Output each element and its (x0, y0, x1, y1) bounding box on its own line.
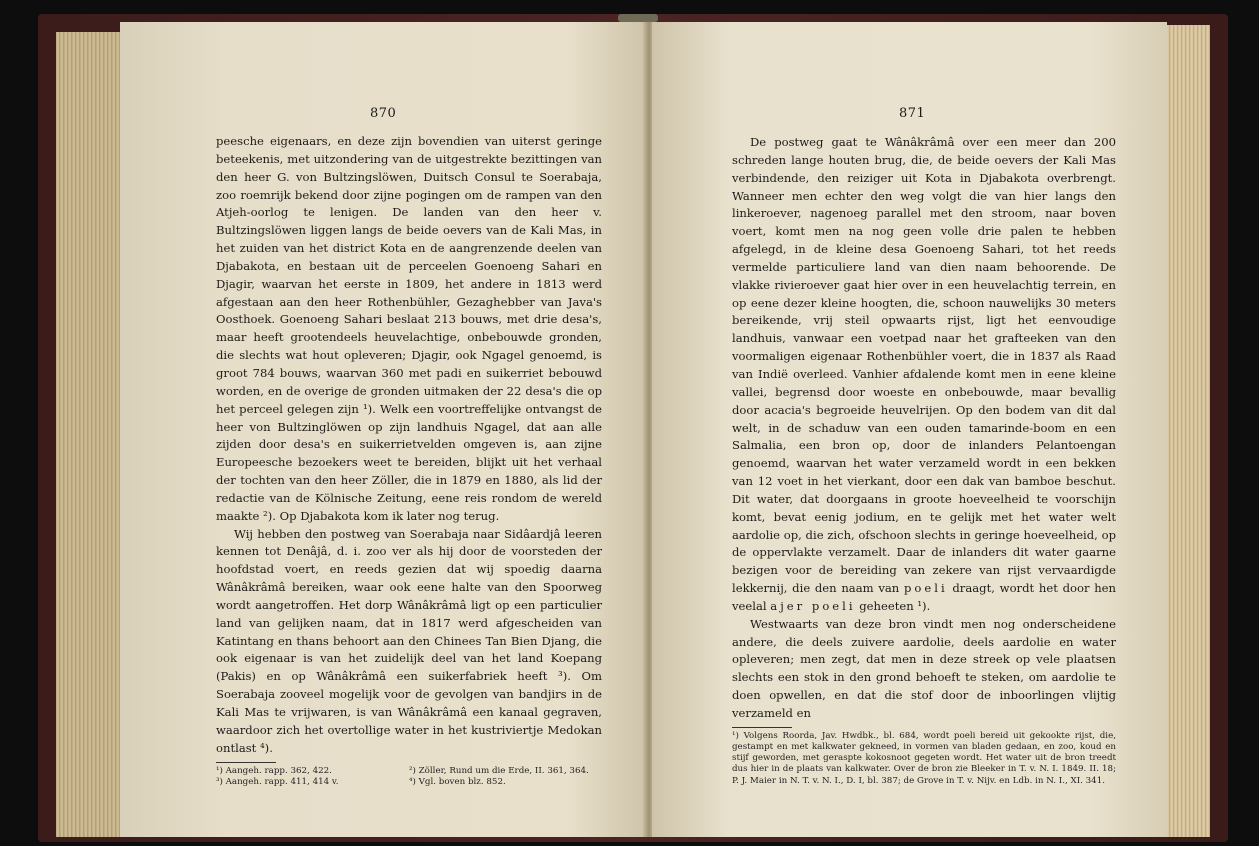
footnote-3: ³) Aangeh. rapp. 411, 414 v. (216, 777, 339, 788)
footnote-rule-left (216, 762, 276, 763)
right-paragraph-2: Westwaarts van deze bron vindt men nog onderscheidene andere, die deels zuivere aardolie, deels aardolie en water opleveren; men zegt, dat men in deze streek op vele plaatsen slechts een stok in den grond behoeft te steken, om aardolie te doen opwellen, en dat die stof door de inboorlingen vlijtig verzameld en (732, 616, 1116, 720)
left-paragraph-2: Wij hebben den postweg van Soerabaja naar Sidâardjâ leeren kennen tot Denâjâ, d. i. zoo ver als hij door de voorsteden der hoofdstad voert, en reeds gezien dat wij spoedig daarna Wânâkrâmâ bereiken, waar ook eene halte van den Spoorweg wordt aangetroffen. Het dorp Wânâkrâmâ ligt op een particulier land van gelijken naam, dat in 1817 werd afgescheiden van Katintang en thans behoort aan den Chinees Tan Bien Djang, die ook eigenaar is van het zuidelijk deel van het land Koepang (Pakis) en op Wânâkrâmâ een suikerfabriek heeft ³). Om Soerabaja zooveel mogelijk voor de gevolgen van bandjirs in de Kali Mas te vrijwaren, is van Wânâkrâmâ een kanaal gegraven, waardoor zich het overtollige water in het kustriviertje Medokan ontlast ⁴). (216, 526, 602, 755)
left-page-edges (56, 32, 126, 837)
left-page (120, 22, 646, 837)
footnote-2: ²) Zöller, Rund um die Erde, II. 361, 364. (409, 765, 589, 776)
footnote-1: ¹) Aangeh. rapp. 362, 422. (216, 765, 332, 776)
right-page-body (732, 134, 1116, 787)
right-page (652, 22, 1167, 837)
footnote-rule-right (732, 727, 792, 728)
right-paragraph-1-text: De postweg gaat te Wânâkrâmâ over een meer dan 200 schreden lange houten brug, die, de beide oevers der Kali Mas verbindende, den reiziger uit Kota in Djabakota overbrengt. Wanneer men echter den weg volgt die van hier langs den linkeroever, nagenoeg parallel met den stroom, naar boven voert, komt men na nog geen volle drie palen te hebben afgelegd, in de kleine desa Goenoeng Sahari, tot het reeds vermelde particuliere land van dien naam behoorende. De vlakke rivieroever gaat hier over in een heuvelachtig terrein, en op eene dezer kleine hoogten, die, schoon nauwelijks 30 meters bereikende, vrij steil opwaarts rijst, ligt het eenvoudige landhuis, vanwaar een voetpad naar het grafteeken van den voormaligen eigenaar Rothenbühler voert, die in 1837 als Raad van Indië overleed. Vanhier afdalende komt men in eene kleine vallei, begrensd door woeste en onbebouwde, maar bevallig door acacia's begroeide heuvelrijen. Op den bodem van dit dal welt, in de schaduw van een ouden tamarinde-boom en een Salmalia, een bron op, door de inlanders Pelantoengan genoemd, waarvan het water verzameld wordt in een bekken van 12 voet in het vierkant, door een dak van bamboe beschut. Dit water, dat doorgaans in groote hoeveelheid te voorschijn komt, bevat eenig jodium, en te gelijk met het water welt aardolie op, die zich, ofschoon slechts in geringe hoeveelheid, op de oppervlakte verzamelt. Daar de inlanders dit water gaarne bezigen voor de bereiding van zekere van rijst vervaardigde lekkernij, die den naam van (732, 135, 1116, 596)
right-paragraph-1 (732, 134, 1116, 616)
term-ajer-poeli: ajer poeli (770, 598, 856, 613)
footnote-right: ¹) Volgens Roorda, Jav. Hwdbk., bl. 684, wordt poeli bereid uit gekookte rijst, die, gestampt en met kalkwater gekneed, in vormen van bladen gedaan, en zoo, koud en stijf geworden, met geraspte kokosnoot gegeten wordt. Het water uit de bron treedt dus hier in de plaats van kalkwater. Over de bron zie Bleeker in T. v. N. I. 1849. II. 18; P. J. Maier in N. T. v. N. I., D. I, bl. 387; de Grove in T. v. Nijv. en Ldb. in N. I., XI. 341. (732, 730, 1116, 786)
right-paragraph-1-end: geheeten ¹). (859, 598, 931, 613)
left-page-body (216, 133, 602, 789)
term-poeli: poeli (903, 581, 948, 596)
page-number-right: 871 (899, 106, 926, 121)
left-paragraph-1: peesche eigenaars, en deze zijn bovendien van uiterst geringe beteekenis, met uitzondering van de uitgestrekte bezittingen van den heer G. von Bultzingslöwen, Duitsch Consul te Soerabaja, zoo roemrijk bekend door zijne pogingen om de rampen van den Atjeh-oorlog te lenigen. De landen van den heer v. Bultzingslöwen liggen langs de beide oevers van de Kali Mas, in het zuiden van het district Kota en de aangrenzende deelen van Djabakota, en bestaan uit de perceelen Goenoeng Sahari en Djagir, waarvan het eerste in 1809, het andere in 1813 werd afgestaan aan den heer Rothenbühler, Gezaghebber van Java's Oosthoek. Goenoeng Sahari beslaat 213 bouws, met drie desa's, maar heeft grootendeels heuvelachtige, onbebouwde gronden, die slechts wat hout opleveren; Djagir, ook Ngagel genoemd, is groot 784 bouws, waarvan 360 met padi en suikerriet bebouwd worden, en de overige de gronden uitmaken der 22 desa's die op het perceel gelegen zijn ¹). Welk een voortreffelijke ontvangst de heer von Bultzinglöwen op zijn landhuis Ngagel, dat aan alle zijden door desa's en suikerrietvelden omgeven is, aan zijne Europeesche bezoekers weet te bereiden, blijkt uit het verhaal der tochten van den heer Zöller, die in 1879 en 1880, als lid der redactie van de Kölnische Zeitung, eene reis rondom de wereld maakte ²). Op Djabakota kom ik later nog terug. (216, 134, 602, 523)
footnote-4: ⁴) Vgl. boven blz. 852. (409, 777, 506, 788)
right-paragraph-1-mid: draagt, wordt het door hen veelal (732, 581, 1117, 613)
book-clasp (618, 14, 658, 22)
footnote-row (216, 766, 602, 778)
footnote-row (216, 777, 602, 789)
page-number-left: 870 (370, 106, 397, 121)
